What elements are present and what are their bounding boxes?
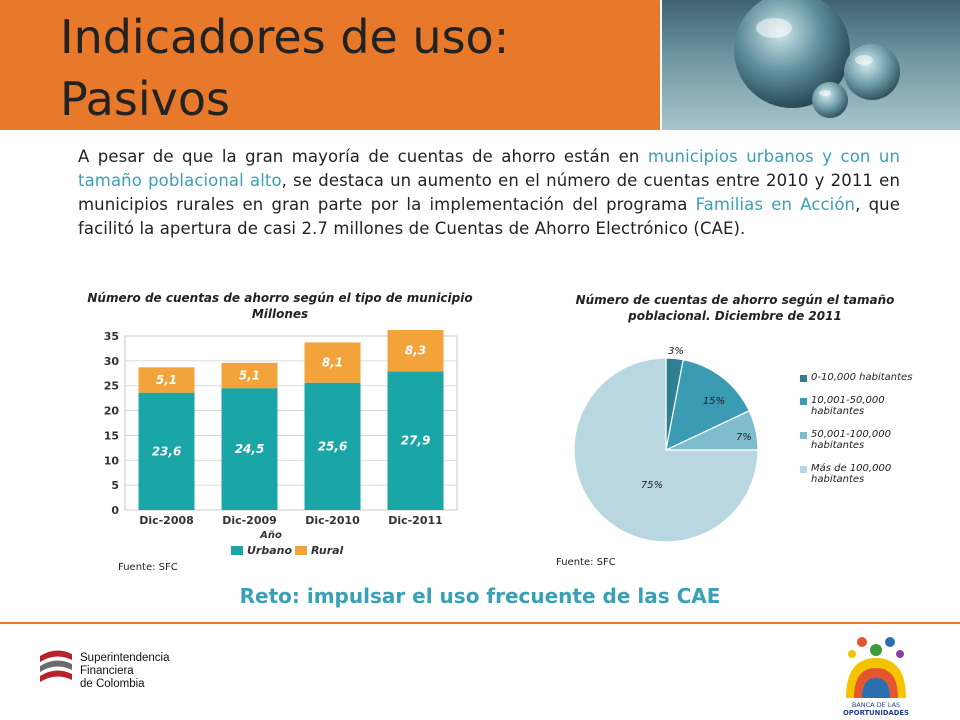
bar-legend-swatch bbox=[295, 546, 307, 555]
bar-data-label: 24,5 bbox=[234, 442, 265, 457]
pie-legend-item bbox=[800, 395, 930, 417]
pie-chart-title: Número de cuentas de ahorro según el tamaño poblacional. Diciembre de 2011 bbox=[575, 293, 895, 323]
sphere-small bbox=[812, 82, 848, 118]
bar-y-tick-label: 5 bbox=[111, 479, 119, 493]
bo-logo-line-2: OPORTUNIDADES bbox=[843, 709, 909, 717]
bar-y-tick-label: 35 bbox=[103, 330, 119, 343]
pie-legend-swatch bbox=[800, 398, 807, 405]
header-spheres-image bbox=[662, 0, 960, 130]
intro-highlight-2: Familias en Acción bbox=[695, 195, 856, 214]
pie-legend-swatch bbox=[800, 466, 807, 473]
intro-highlight-1: municipios urbanos y con un tamaño poblacional alto bbox=[78, 147, 900, 190]
bar-data-label: 8,1 bbox=[321, 355, 344, 370]
bar-y-tick-label: 25 bbox=[103, 379, 119, 393]
bar-legend-label: Urbano bbox=[247, 544, 293, 557]
sphere-medium bbox=[844, 44, 900, 100]
pie-legend-label: 0-10,000 habitantes bbox=[811, 372, 913, 383]
sf-logo-line-1: Superintendencia bbox=[80, 652, 170, 664]
bar-y-tick-label: 10 bbox=[103, 454, 119, 468]
bar-legend-swatch bbox=[231, 546, 243, 555]
bar-data-label: 5,1 bbox=[155, 372, 178, 387]
pie-chart bbox=[570, 336, 790, 556]
pie-legend-label: 10,001-50,000 habitantes bbox=[811, 395, 885, 417]
pie-legend-item bbox=[800, 429, 930, 451]
footer-divider bbox=[0, 622, 960, 624]
bar-y-tick-label: 20 bbox=[103, 404, 119, 418]
reto-heading: Reto: impulsar el uso frecuente de las CAE bbox=[239, 584, 721, 608]
bar-chart-title-text: Número de cuentas de ahorro según el tipo de municipio bbox=[87, 291, 473, 305]
bar-chart-source: Fuente: SFC bbox=[118, 562, 178, 573]
bar-y-tick-label: 0 bbox=[111, 504, 119, 517]
pie-legend-swatch bbox=[800, 375, 807, 382]
bar-chart-title bbox=[80, 290, 480, 322]
pie-legend-label: 50,001-100,000 habitantes bbox=[811, 429, 891, 451]
banca-oportunidades-logo bbox=[826, 628, 926, 718]
bar-data-label: 25,6 bbox=[317, 439, 348, 454]
pie-data-label: 3% bbox=[668, 346, 684, 357]
bar-x-tick-label: Dic-2010 bbox=[305, 514, 360, 527]
pie-legend-item bbox=[800, 372, 930, 383]
bar-y-tick-label: 15 bbox=[103, 429, 119, 443]
intro-paragraph bbox=[78, 145, 900, 241]
bar-x-tick-label: Dic-2011 bbox=[388, 514, 443, 527]
sf-logo-line-3: de Colombia bbox=[80, 678, 145, 690]
bo-logo-line-1: BANCA DE LAS bbox=[851, 701, 901, 709]
pie-data-label: 15% bbox=[702, 396, 726, 407]
bar-data-label: 5,1 bbox=[238, 368, 261, 383]
bar-x-tick-label: Dic-2009 bbox=[222, 514, 277, 527]
pie-data-label: 7% bbox=[736, 432, 752, 443]
page-title: Indicadores de uso: Pasivos bbox=[60, 10, 510, 126]
bar-data-label: 23,6 bbox=[151, 444, 182, 459]
pie-legend-swatch bbox=[800, 432, 807, 439]
pie-legend-item bbox=[800, 463, 930, 485]
bar-data-label: 8,3 bbox=[404, 343, 427, 358]
intro-text-3: , que facilitó la apertura de casi 2.7 millones de Cuentas de Ahorro Electrónico (CAE). bbox=[78, 195, 900, 238]
pie-data-label: 75% bbox=[640, 480, 664, 491]
pie-legend-label: Más de 100,000 habitantes bbox=[811, 463, 892, 485]
superintendencia-logo-icon bbox=[36, 646, 76, 686]
bar-x-axis-label: Año bbox=[260, 530, 282, 541]
superintendencia-logo-text bbox=[80, 652, 170, 691]
bar-chart bbox=[95, 328, 475, 568]
bar-y-tick-label: 30 bbox=[103, 354, 119, 368]
bar-x-tick-label: Dic-2008 bbox=[139, 514, 194, 527]
intro-text-2: , se destaca un aumento en el número de cuentas entre 2010 y 2011 en municipios rurales en gran parte por la implementación del programa bbox=[78, 171, 900, 214]
bar-data-label: 27,9 bbox=[400, 433, 431, 448]
bar-legend-label: Rural bbox=[311, 544, 344, 557]
pie-chart-source: Fuente: SFC bbox=[556, 557, 616, 568]
sf-logo-line-2: Financiera bbox=[80, 665, 134, 677]
intro-text-1: A pesar de que la gran mayoría de cuentas de ahorro están en bbox=[78, 147, 648, 166]
bar-chart-subtitle: Millones bbox=[251, 307, 309, 321]
pie-legend bbox=[800, 372, 930, 497]
